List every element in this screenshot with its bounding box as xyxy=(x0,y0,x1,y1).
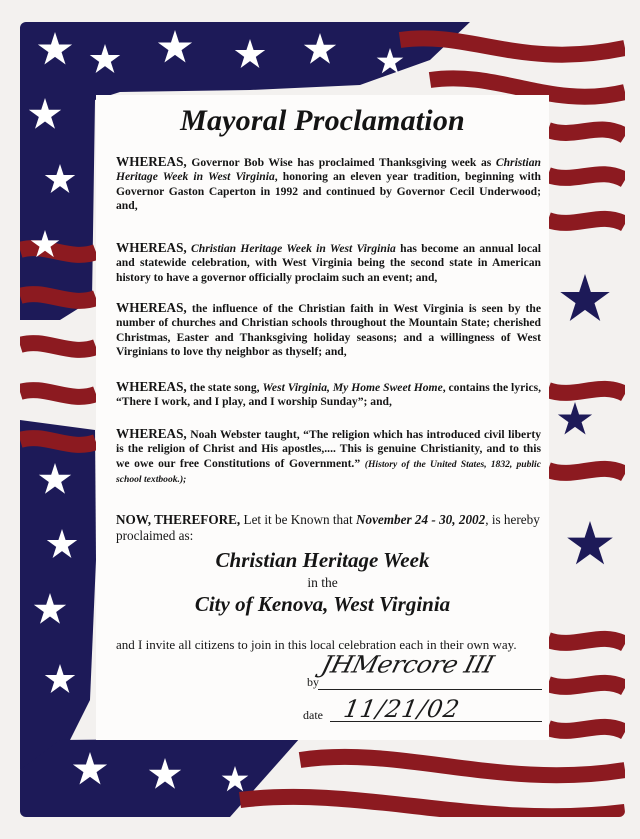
invitation-paragraph: and I invite all citizens to join in this local celebration each in their own way. xyxy=(116,637,517,652)
signature-line xyxy=(318,689,542,690)
whereas-paragraph-4: WHEREAS, the state song, West Virginia, My Home Sweet Home, contains the lyrics, “There I work, and I play, and I worship Sunday”; and, xyxy=(116,379,541,409)
proclaimed-event-title: Christian Heritage Week xyxy=(215,548,430,572)
date-label: date xyxy=(303,708,323,722)
handwritten-date: 11/21/02 xyxy=(341,695,463,723)
whereas-paragraph-3: WHEREAS, the influence of the Christian faith in West Virginia is seen by the number of churches and Christian schools throughout the Mountain State; cherished Christmas, Easter and Thanksgiving holiday seasons; and a willingness of West Virginians to love thy neighbor as thyself; and, xyxy=(116,300,541,359)
whereas-paragraph-2: WHEREAS, Christian Heritage Week in West Virginia has become an annual local and statewide celebration, with West Virginia being the second state in American history to have a governor officially proclaim such an event; and, xyxy=(116,240,541,284)
date-line xyxy=(330,721,542,722)
whereas-paragraph-1: WHEREAS, Governor Bob Wise has proclaimed Thanksgiving week as Christian Heritage Week in West Virginia, honoring an eleven year tradition, beginning with Governor Gaston Caperton in 1992 and continued by Governor Cecil Underwood; and, xyxy=(116,154,542,213)
in-the-text: in the xyxy=(307,575,338,590)
city-name: City of Kenova, West Virginia xyxy=(194,592,451,616)
proclamation-title: Mayoral Proclamation xyxy=(180,104,465,137)
now-therefore-paragraph: NOW, THEREFORE, Let it be Known that November 24 - 30, 2002, is hereby proclaimed as: xyxy=(116,512,540,543)
whereas-paragraph-5: WHEREAS, Noah Webster taught, “The religion which has introduced civil liberty is the religion of Christ and His apostles,.... This is genuine Christianity, and to this we owe our free Constitutions of Government.” (History of the United States, 1832, public school textbook.); xyxy=(116,426,541,486)
by-label: by xyxy=(307,675,319,689)
mayor-signature: JHMercore III xyxy=(318,650,497,679)
